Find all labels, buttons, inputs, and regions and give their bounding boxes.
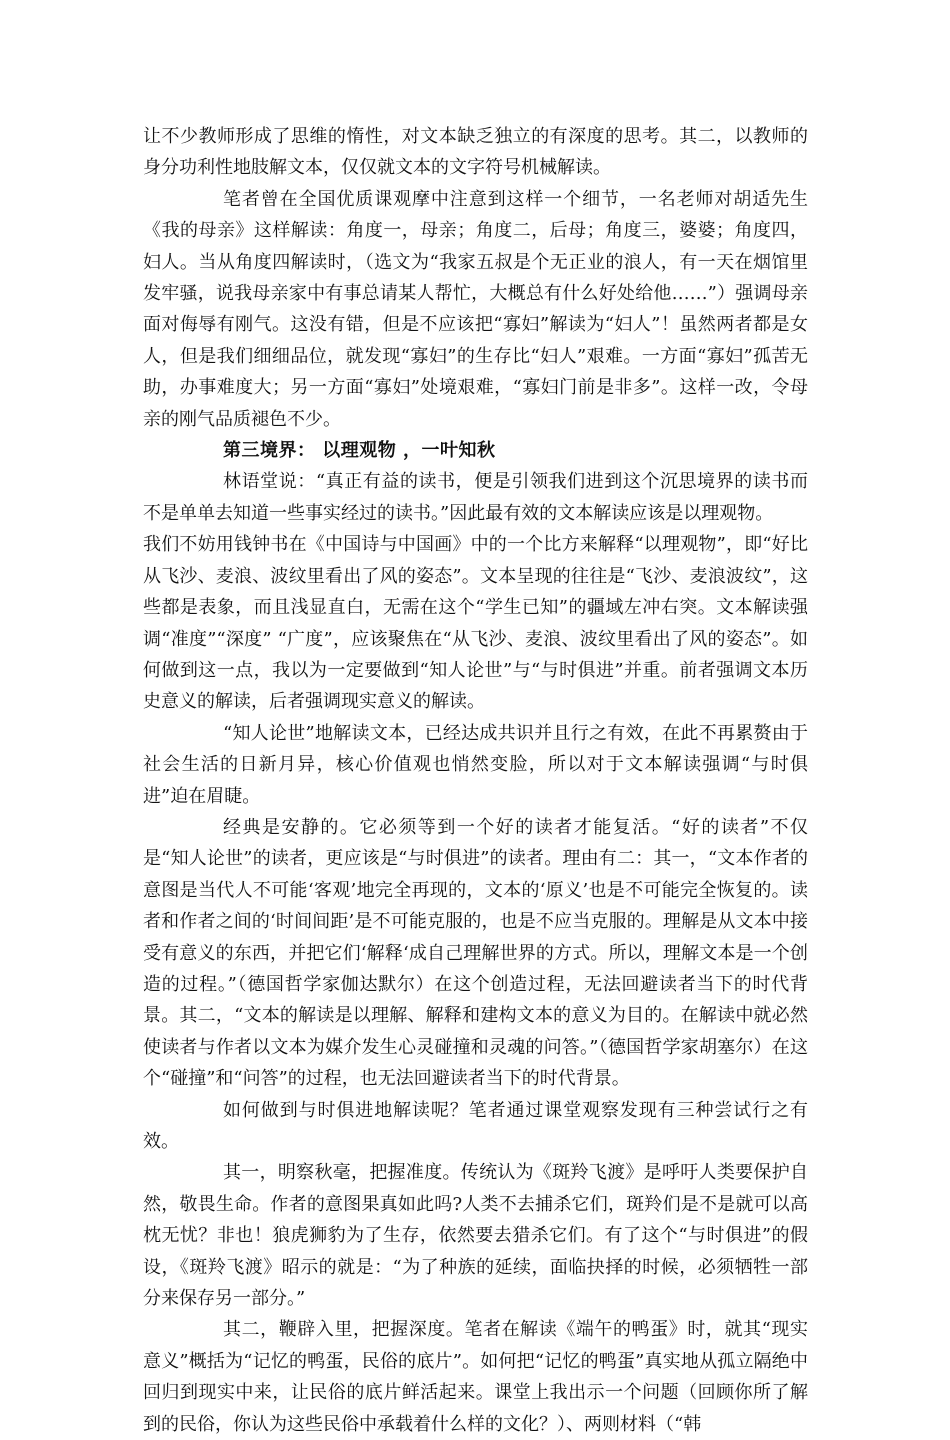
paragraph-first-method: 其一，明察秋毫，把握准度。传统认为《斑羚飞渡》是呼吁人类要保护自然，敬畏生命。作者的意图果真如此吗?人类不去捕杀它们，斑羚们是不是就可以高枕无忧？非也！狼虎狮豹为了生存，依然要去猎杀它们。有了这个“与时俱进”的假设，《斑羚飞渡》昭示的就是：“为了种族的延续，面临抉择的时候，必须牺牲一部分来保存另一部分。” (143, 1162, 808, 1310)
paragraph-classics: 经典是安静的。它必须等到一个好的读者才能复活。“好的读者”不仅是“知人论世”的读者，更应该是“与时俱进”的读者。理由有二：其一，“文本作者的意图是当代人不可能‘客观’地完全再现的，文本的‘原义’也是不可能完全恢复的。读者和作者之间的‘时间间距’是不可能克服的，也是不应当克服的。理解是从文本中接受有意义的东西，并把它们‘解释‘成自己理解世界的方式。所以，理解文本是一个创造的过程。”（德国哲学家伽达默尔）在这个创造过程，无法回避读者当下的时代背景。其二，“文本的解读是以理解、解释和建构文本的意义为目的。在解读中就必然使读者与作者以文本为媒介发生心灵碰撞和灵魂的问答。”（德国哲学家胡塞尔）在这个“碰撞”和“问答”的过程，也无法回避读者当下的时代背景。 (143, 816, 808, 1090)
paragraph-zhiren-lunshi: “知人论世”地解读文本，已经达成共识并且行之有效，在此不再累赘由于社会生活的日新月异，核心价值观也悄然变脸，所以对于文本解读强调“与时俱进”迫在眉睫。 (143, 722, 808, 807)
document-body (143, 121, 808, 1440)
paragraph-lin-yutang: 林语堂说：“真正有益的读书，便是引领我们进到这个沉思境界的读书而不是单单去知道一些事实经过的读书。”因此最有效的文本解读应该是以理观物。 (143, 471, 808, 524)
paragraph-second-method: 其二，鞭辟入里，把握深度。笔者在解读《端午的鸭蛋》时，就其“现实意义”概括为“记忆的鸭蛋，民俗的底片”。如何把“记忆的鸭蛋”真实地从孤立隔绝中回归到现实中来，让民俗的底片鲜活起来。课堂上我出示一个问题（回顾你所了解到的民俗，你认为这些民俗中承载着什么样的文化？）、两则材料（“韩 (143, 1319, 808, 1435)
paragraph-qian-zhongshu: 我们不妨用钱钟书在《中国诗与中国画》中的一个比方来解释“以理观物”，即“好比从飞沙、麦浪、波纹里看出了风的姿态”。文本呈现的往往是“飞沙、麦浪波纹”，这些都是表象，而且浅显直白，无需在这个“学生已知”的疆域左冲右突。文本解读强调“准度”“深度” “广度”，应该聚焦在“从飞沙、麦浪、波纹里看出了风的姿态”。如何做到这一点，我以为一定要做到“知人论世”与“与时俱进”并重。前者强调文本历史意义的解读，后者强调现实意义的解读。 (143, 534, 808, 713)
paragraph-mother-example: 笔者曾在全国优质课观摩中注意到这样一个细节，一名老师对胡适先生《我的母亲》这样解读：角度一，母亲；角度二，后母；角度三，婆婆；角度四，妇人。当从角度四解读时，（选文为“我家五叔是个无正业的浪人，有一天在烟馆里发牢骚，说我母亲家中有事总请某人帮忙，大概总有什么好处给他……”）强调母亲面对侮辱有刚气。这没有错，但是不应该把“寡妇”解读为“妇人”！虽然两者都是女人，但是我们细细品位，就发现“寡妇”的生存比“妇人”艰难。一方面“寡妇”孤苦无助，办事难度大；另一方面“寡妇”处境艰难，“寡妇门前是非多”。这样一改，令母亲的刚气品质褪色不少。 (143, 188, 808, 430)
paragraph-continuation: 让不少教师形成了思维的惰性，对文本缺乏独立的有深度的思考。其二，以教师的身分功利性地肢解文本，仅仅就文本的文字符号机械解读。 (143, 126, 808, 179)
paragraph-how-to: 如何做到与时俱进地解读呢？笔者通过课堂观察发现有三种尝试行之有效。 (143, 1099, 808, 1152)
section-heading: 第三境界： 以理观物 ，一叶知秋 (223, 440, 496, 462)
